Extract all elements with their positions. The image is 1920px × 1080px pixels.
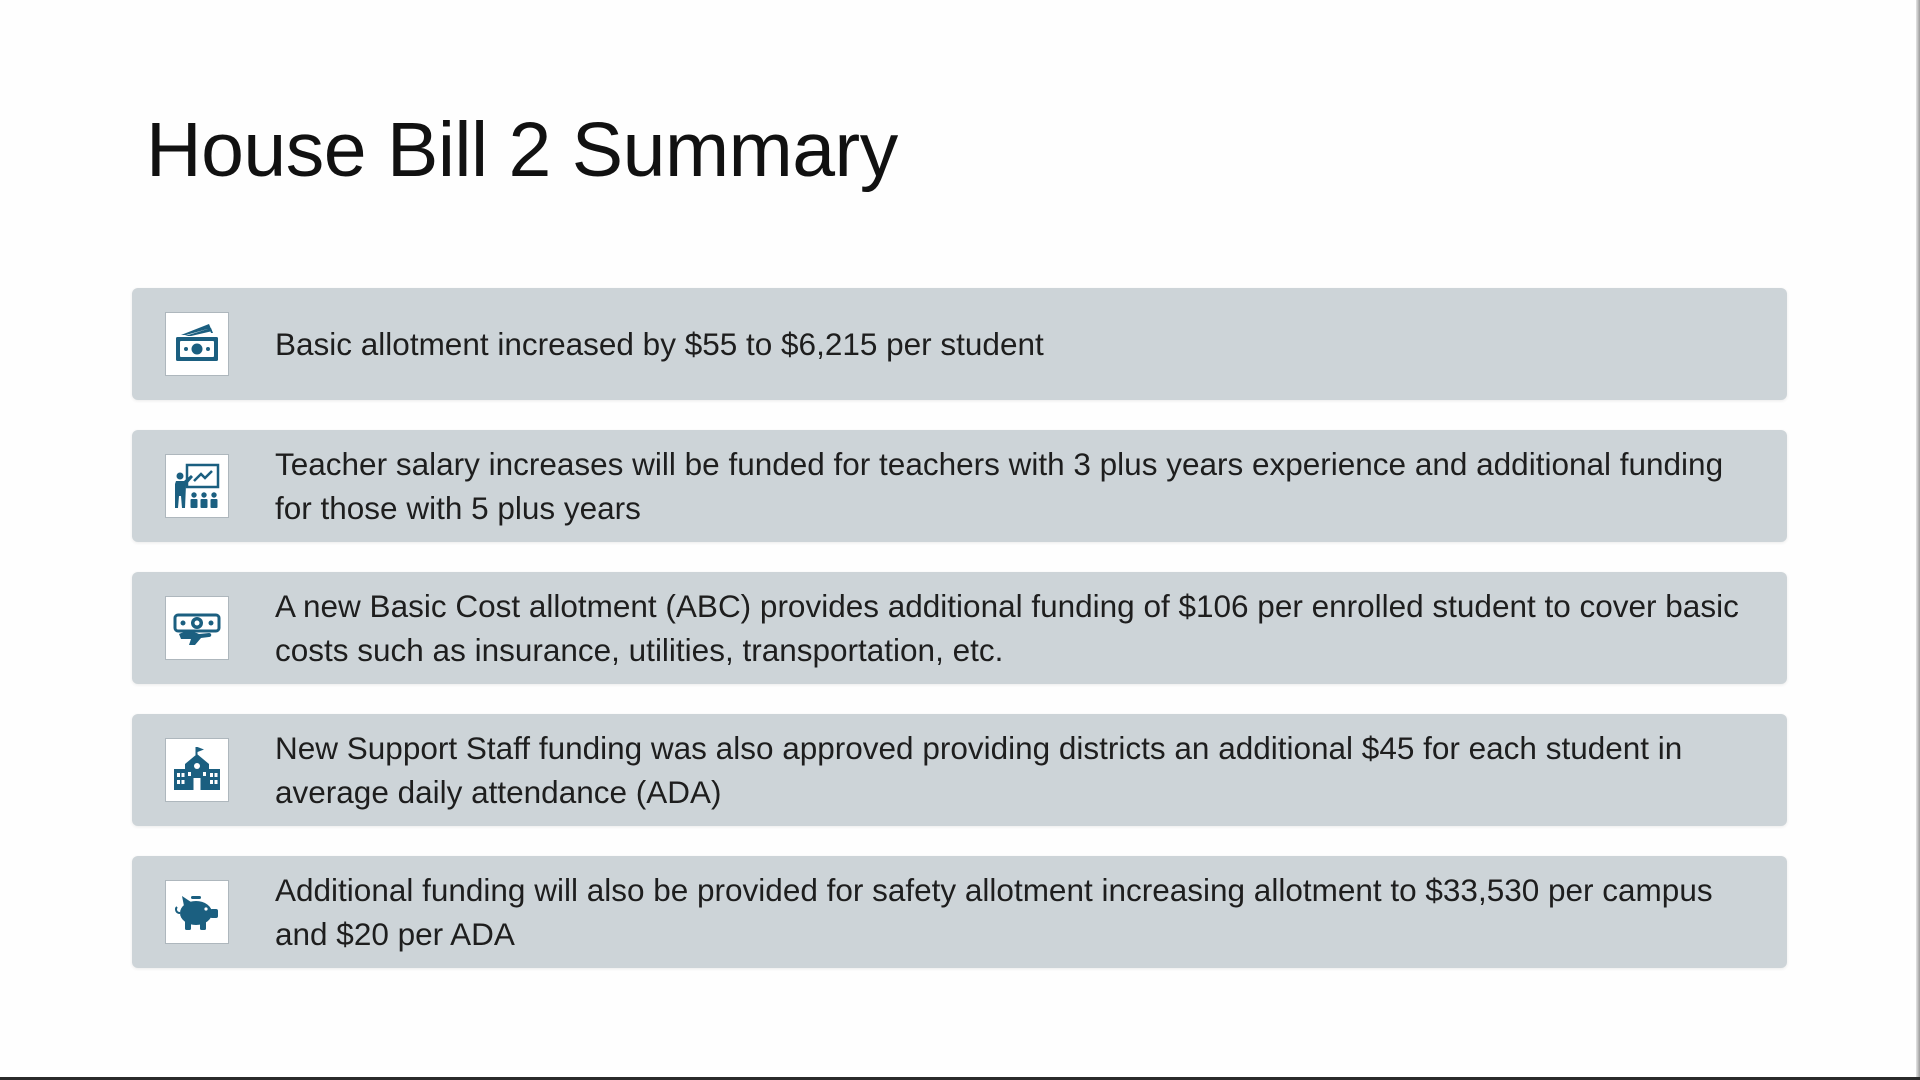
summary-item-text: New Support Staff funding was also approved providing districts an additional $45 for each student in average daily attendance (ADA) xyxy=(275,730,1683,810)
teacher-classroom-icon xyxy=(165,454,229,518)
summary-item-text: Additional funding will also be provided for safety allotment increasing allotment to $33,530 per campus and $20 per ADA xyxy=(275,872,1713,952)
piggy-bank-icon xyxy=(165,880,229,944)
summary-item-basic-allotment xyxy=(132,288,1787,400)
money-hand-icon xyxy=(165,596,229,660)
summary-item-text: Basic allotment increased by $55 to $6,215 per student xyxy=(275,326,1044,362)
summary-item-support-staff xyxy=(132,714,1787,826)
money-icon xyxy=(165,312,229,376)
summary-item-text: A new Basic Cost allotment (ABC) provides additional funding of $106 per enrolled student to cover basic costs such as insurance, utilities, transportation, etc. xyxy=(275,588,1739,668)
summary-item-basic-cost-allotment xyxy=(132,572,1787,684)
summary-item-teacher-salary xyxy=(132,430,1787,542)
summary-list xyxy=(132,288,1787,968)
summary-item-text: Teacher salary increases will be funded for teachers with 3 plus years experience and additional funding for those with 5 plus years xyxy=(275,446,1724,526)
summary-item-safety-allotment xyxy=(132,856,1787,968)
slide-title: House Bill 2 Summary xyxy=(146,107,898,193)
right-edge-shadow xyxy=(1916,0,1920,1080)
school-building-icon xyxy=(165,738,229,802)
